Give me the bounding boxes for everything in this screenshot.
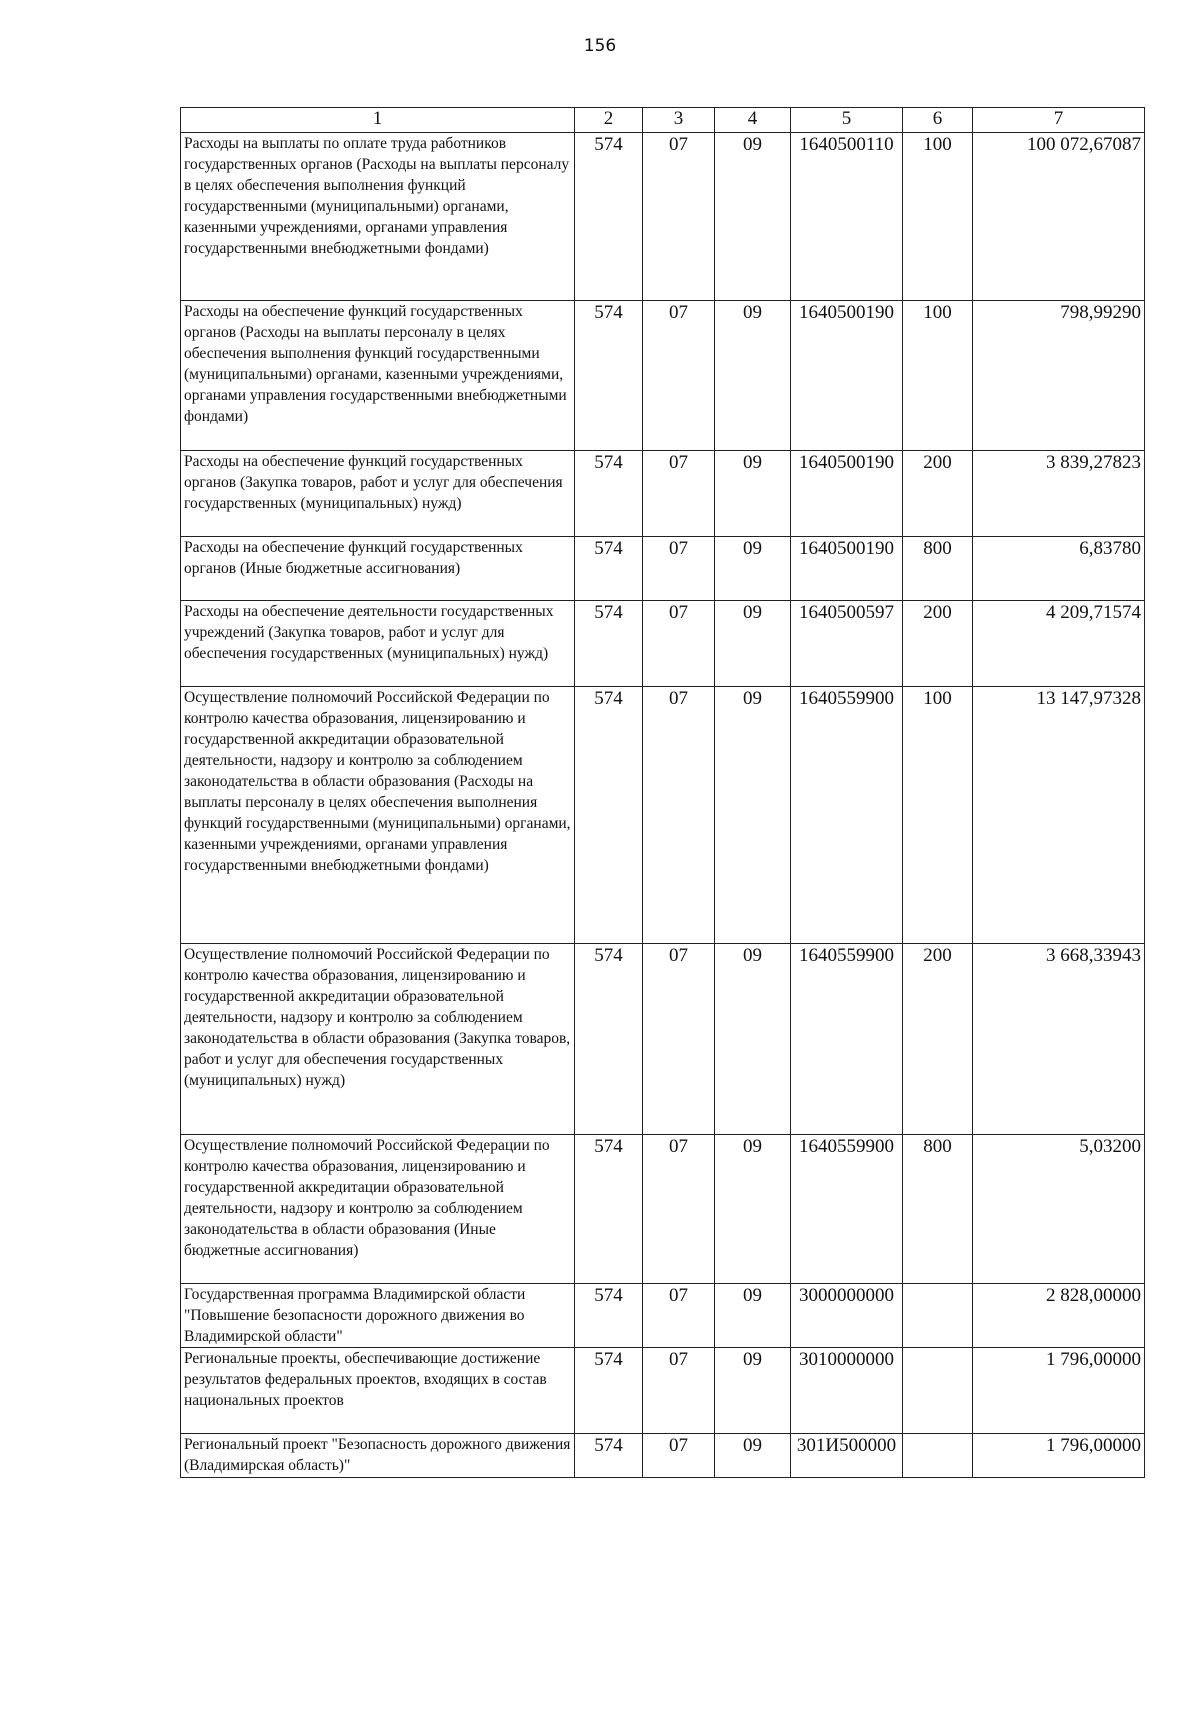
amount-cell: 100 072,67087 <box>973 133 1145 301</box>
ministry-code-cell: 574 <box>575 537 643 601</box>
column-header: 6 <box>903 108 973 133</box>
table-row <box>181 1434 1145 1478</box>
target-article-cell: 3000000000 <box>791 1284 903 1348</box>
section-code-cell: 07 <box>643 944 715 1135</box>
target-article-cell: 301И500000 <box>791 1434 903 1478</box>
subsection-code-cell: 09 <box>715 451 791 537</box>
section-code-cell: 07 <box>643 451 715 537</box>
target-article-cell: 1640559900 <box>791 1135 903 1284</box>
expense-name-cell: Осуществление полномочий Российской Федерации по контролю качества образования, лицензированию и государственной аккредитации образовательной деятельности, надзору и контролю за соблюдением законодательства в области образования (Расходы на выплаты персоналу в целях обеспечения выполнения функций государственными (муниципальными) органами, казенными учреждениями, органами управления государственными внебюджетными фондами) <box>181 687 575 944</box>
table-row <box>181 1348 1145 1434</box>
ministry-code-cell: 574 <box>575 133 643 301</box>
budget-table <box>180 107 1145 1478</box>
subsection-code-cell: 09 <box>715 1348 791 1434</box>
column-header: 3 <box>643 108 715 133</box>
amount-cell: 4 209,71574 <box>973 601 1145 687</box>
table-header-row <box>181 108 1145 133</box>
target-article-cell: 1640500110 <box>791 133 903 301</box>
table-row <box>181 301 1145 451</box>
ministry-code-cell: 574 <box>575 451 643 537</box>
expense-name-cell: Государственная программа Владимирской области "Повышение безопасности дорожного движения во Владимирской области" <box>181 1284 575 1348</box>
ministry-code-cell: 574 <box>575 1284 643 1348</box>
table-row <box>181 537 1145 601</box>
expense-type-cell: 200 <box>903 944 973 1135</box>
target-article-cell: 1640500597 <box>791 601 903 687</box>
table-row <box>181 1284 1145 1348</box>
expense-name-cell: Осуществление полномочий Российской Федерации по контролю качества образования, лицензированию и государственной аккредитации образовательной деятельности, надзору и контролю за соблюдением законодательства в области образования (Иные бюджетные ассигнования) <box>181 1135 575 1284</box>
target-article-cell: 1640500190 <box>791 301 903 451</box>
expense-type-cell: 200 <box>903 451 973 537</box>
section-code-cell: 07 <box>643 601 715 687</box>
section-code-cell: 07 <box>643 301 715 451</box>
column-header: 4 <box>715 108 791 133</box>
expense-name-cell: Региональные проекты, обеспечивающие достижение результатов федеральных проектов, входящих в состав национальных проектов <box>181 1348 575 1434</box>
subsection-code-cell: 09 <box>715 537 791 601</box>
subsection-code-cell: 09 <box>715 1135 791 1284</box>
table-row <box>181 601 1145 687</box>
column-header: 5 <box>791 108 903 133</box>
expense-type-cell <box>903 1434 973 1478</box>
column-header: 1 <box>181 108 575 133</box>
target-article-cell: 1640500190 <box>791 451 903 537</box>
expense-name-cell: Расходы на обеспечение функций государственных органов (Расходы на выплаты персоналу в целях обеспечения выполнения функций государственными (муниципальными) органами, казенными учреждениями, органами управления государственными внебюджетными фондами) <box>181 301 575 451</box>
expense-name-cell: Расходы на выплаты по оплате труда работников государственных органов (Расходы на выплаты персоналу в целях обеспечения выполнения функций государственными (муниципальными) органами, казенными учреждениями, органами управления государственными внебюджетными фондами) <box>181 133 575 301</box>
target-article-cell: 1640559900 <box>791 944 903 1135</box>
table-row <box>181 944 1145 1135</box>
amount-cell: 6,83780 <box>973 537 1145 601</box>
amount-cell: 2 828,00000 <box>973 1284 1145 1348</box>
expense-name-cell: Региональный проект "Безопасность дорожного движения (Владимирская область)" <box>181 1434 575 1478</box>
expense-type-cell: 800 <box>903 1135 973 1284</box>
expense-type-cell: 800 <box>903 537 973 601</box>
ministry-code-cell: 574 <box>575 601 643 687</box>
ministry-code-cell: 574 <box>575 1135 643 1284</box>
amount-cell: 5,03200 <box>973 1135 1145 1284</box>
subsection-code-cell: 09 <box>715 1284 791 1348</box>
ministry-code-cell: 574 <box>575 1348 643 1434</box>
subsection-code-cell: 09 <box>715 301 791 451</box>
expense-type-cell: 100 <box>903 301 973 451</box>
amount-cell: 13 147,97328 <box>973 687 1145 944</box>
table-row <box>181 451 1145 537</box>
subsection-code-cell: 09 <box>715 133 791 301</box>
subsection-code-cell: 09 <box>715 687 791 944</box>
expense-type-cell: 100 <box>903 133 973 301</box>
section-code-cell: 07 <box>643 1284 715 1348</box>
table-row <box>181 133 1145 301</box>
target-article-cell: 1640559900 <box>791 687 903 944</box>
subsection-code-cell: 09 <box>715 601 791 687</box>
expense-name-cell: Осуществление полномочий Российской Федерации по контролю качества образования, лицензированию и государственной аккредитации образовательной деятельности, надзору и контролю за соблюдением законодательства в области образования (Закупка товаров, работ и услуг для обеспечения государственных (муниципальных) нужд) <box>181 944 575 1135</box>
section-code-cell: 07 <box>643 1434 715 1478</box>
table-row <box>181 1135 1145 1284</box>
subsection-code-cell: 09 <box>715 1434 791 1478</box>
ministry-code-cell: 574 <box>575 301 643 451</box>
section-code-cell: 07 <box>643 1348 715 1434</box>
expense-type-cell: 200 <box>903 601 973 687</box>
expense-name-cell: Расходы на обеспечение функций государственных органов (Иные бюджетные ассигнования) <box>181 537 575 601</box>
target-article-cell: 3010000000 <box>791 1348 903 1434</box>
expense-type-cell <box>903 1284 973 1348</box>
expense-type-cell: 100 <box>903 687 973 944</box>
expense-name-cell: Расходы на обеспечение функций государственных органов (Закупка товаров, работ и услуг для обеспечения государственных (муниципальных) нужд) <box>181 451 575 537</box>
amount-cell: 3 668,33943 <box>973 944 1145 1135</box>
section-code-cell: 07 <box>643 1135 715 1284</box>
table-row <box>181 687 1145 944</box>
expense-type-cell <box>903 1348 973 1434</box>
subsection-code-cell: 09 <box>715 944 791 1135</box>
section-code-cell: 07 <box>643 133 715 301</box>
ministry-code-cell: 574 <box>575 1434 643 1478</box>
expense-name-cell: Расходы на обеспечение деятельности государственных учреждений (Закупка товаров, работ и услуг для обеспечения государственных (муниципальных) нужд) <box>181 601 575 687</box>
ministry-code-cell: 574 <box>575 687 643 944</box>
target-article-cell: 1640500190 <box>791 537 903 601</box>
amount-cell: 1 796,00000 <box>973 1434 1145 1478</box>
ministry-code-cell: 574 <box>575 944 643 1135</box>
amount-cell: 3 839,27823 <box>973 451 1145 537</box>
page-number: 156 <box>583 36 617 56</box>
column-header: 2 <box>575 108 643 133</box>
column-header: 7 <box>973 108 1145 133</box>
amount-cell: 798,99290 <box>973 301 1145 451</box>
amount-cell: 1 796,00000 <box>973 1348 1145 1434</box>
section-code-cell: 07 <box>643 537 715 601</box>
section-code-cell: 07 <box>643 687 715 944</box>
